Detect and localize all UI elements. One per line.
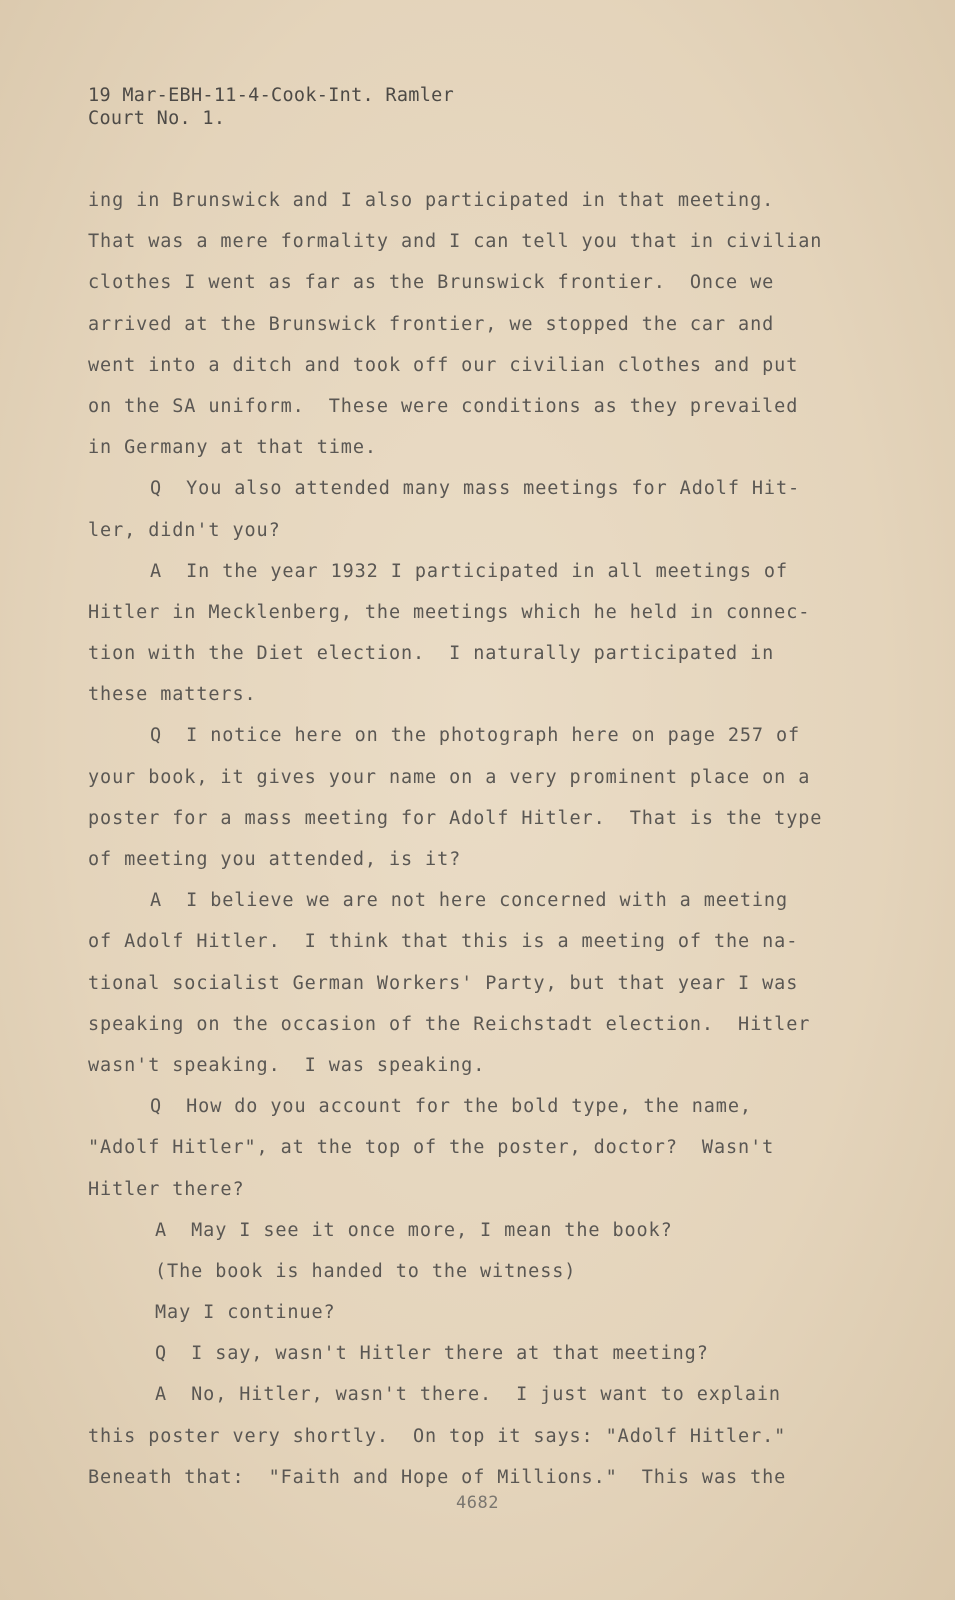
transcript-line: (The book is handed to the witness) [155, 1260, 577, 1282]
transcript-line: Q How do you account for the bold type, the name, [150, 1096, 752, 1118]
transcript-line: this poster very shortly. On top it says: "Adolf Hitler." [88, 1425, 787, 1447]
transcript-line: May I continue? [155, 1302, 336, 1324]
transcript-line: your book, it gives your name on a very prominent place on a [88, 766, 811, 788]
transcript-body [88, 180, 888, 1498]
transcript-line: in Germany at that time. [88, 437, 377, 459]
transcript-line: poster for a mass meeting for Adolf Hitler. That is the type [88, 807, 823, 829]
transcript-line: clothes I went as far as the Brunswick frontier. Once we [88, 272, 775, 294]
transcript-line: tional socialist German Workers' Party, but that year I was [88, 972, 799, 994]
transcript-line: arrived at the Brunswick frontier, we stopped the car and [88, 313, 775, 335]
transcript-line: Hitler there? [88, 1178, 245, 1200]
header-reference: 19 Mar-EBH-11-4-Cook-Int. Ramler [88, 85, 455, 106]
transcript-line: ler, didn't you? [88, 519, 281, 541]
transcript-line: ing in Brunswick and I also participated in that meeting. [88, 190, 775, 211]
transcript-line: Hitler in Mecklenberg, the meetings which he held in connec- [88, 601, 811, 623]
transcript-line: Q I say, wasn't Hitler there at that meeting? [155, 1343, 709, 1365]
transcript-line: That was a mere formality and I can tell you that in civilian [88, 231, 823, 253]
transcript-line: wasn't speaking. I was speaking. [88, 1054, 486, 1076]
transcript-line: A I believe we are not here concerned with a meeting [150, 890, 789, 912]
transcript-line: speaking on the occasion of the Reichstadt election. Hitler [88, 1013, 811, 1035]
transcript-line: tion with the Diet election. I naturally participated in [88, 643, 775, 665]
document-header [88, 84, 454, 130]
transcript-line: A In the year 1932 I participated in all meetings of [150, 560, 789, 582]
transcript-line: Q I notice here on the photograph here on page 257 of [150, 725, 801, 747]
transcript-line: these matters. [88, 684, 257, 706]
transcript-line: of Adolf Hitler. I think that this is a meeting of the na- [88, 931, 799, 953]
transcript-line: A No, Hitler, wasn't there. I just want to explain [155, 1384, 781, 1406]
header-court: Court No. 1. [88, 108, 226, 129]
transcript-line: on the SA uniform. These were conditions as they prevailed [88, 395, 799, 417]
transcript-line: went into a ditch and took off our civilian clothes and put [88, 354, 799, 376]
transcript-line: Beneath that: "Faith and Hope of Millions." This was the [88, 1466, 787, 1488]
transcript-line: A May I see it once more, I mean the book? [155, 1219, 673, 1241]
transcript-line: of meeting you attended, is it? [88, 849, 462, 870]
transcript-line: "Adolf Hitler", at the top of the poster, doctor? Wasn't [88, 1137, 775, 1159]
page-number: 4682 [456, 1493, 499, 1513]
transcript-line: Q You also attended many mass meetings for Adolf Hit- [150, 478, 801, 500]
